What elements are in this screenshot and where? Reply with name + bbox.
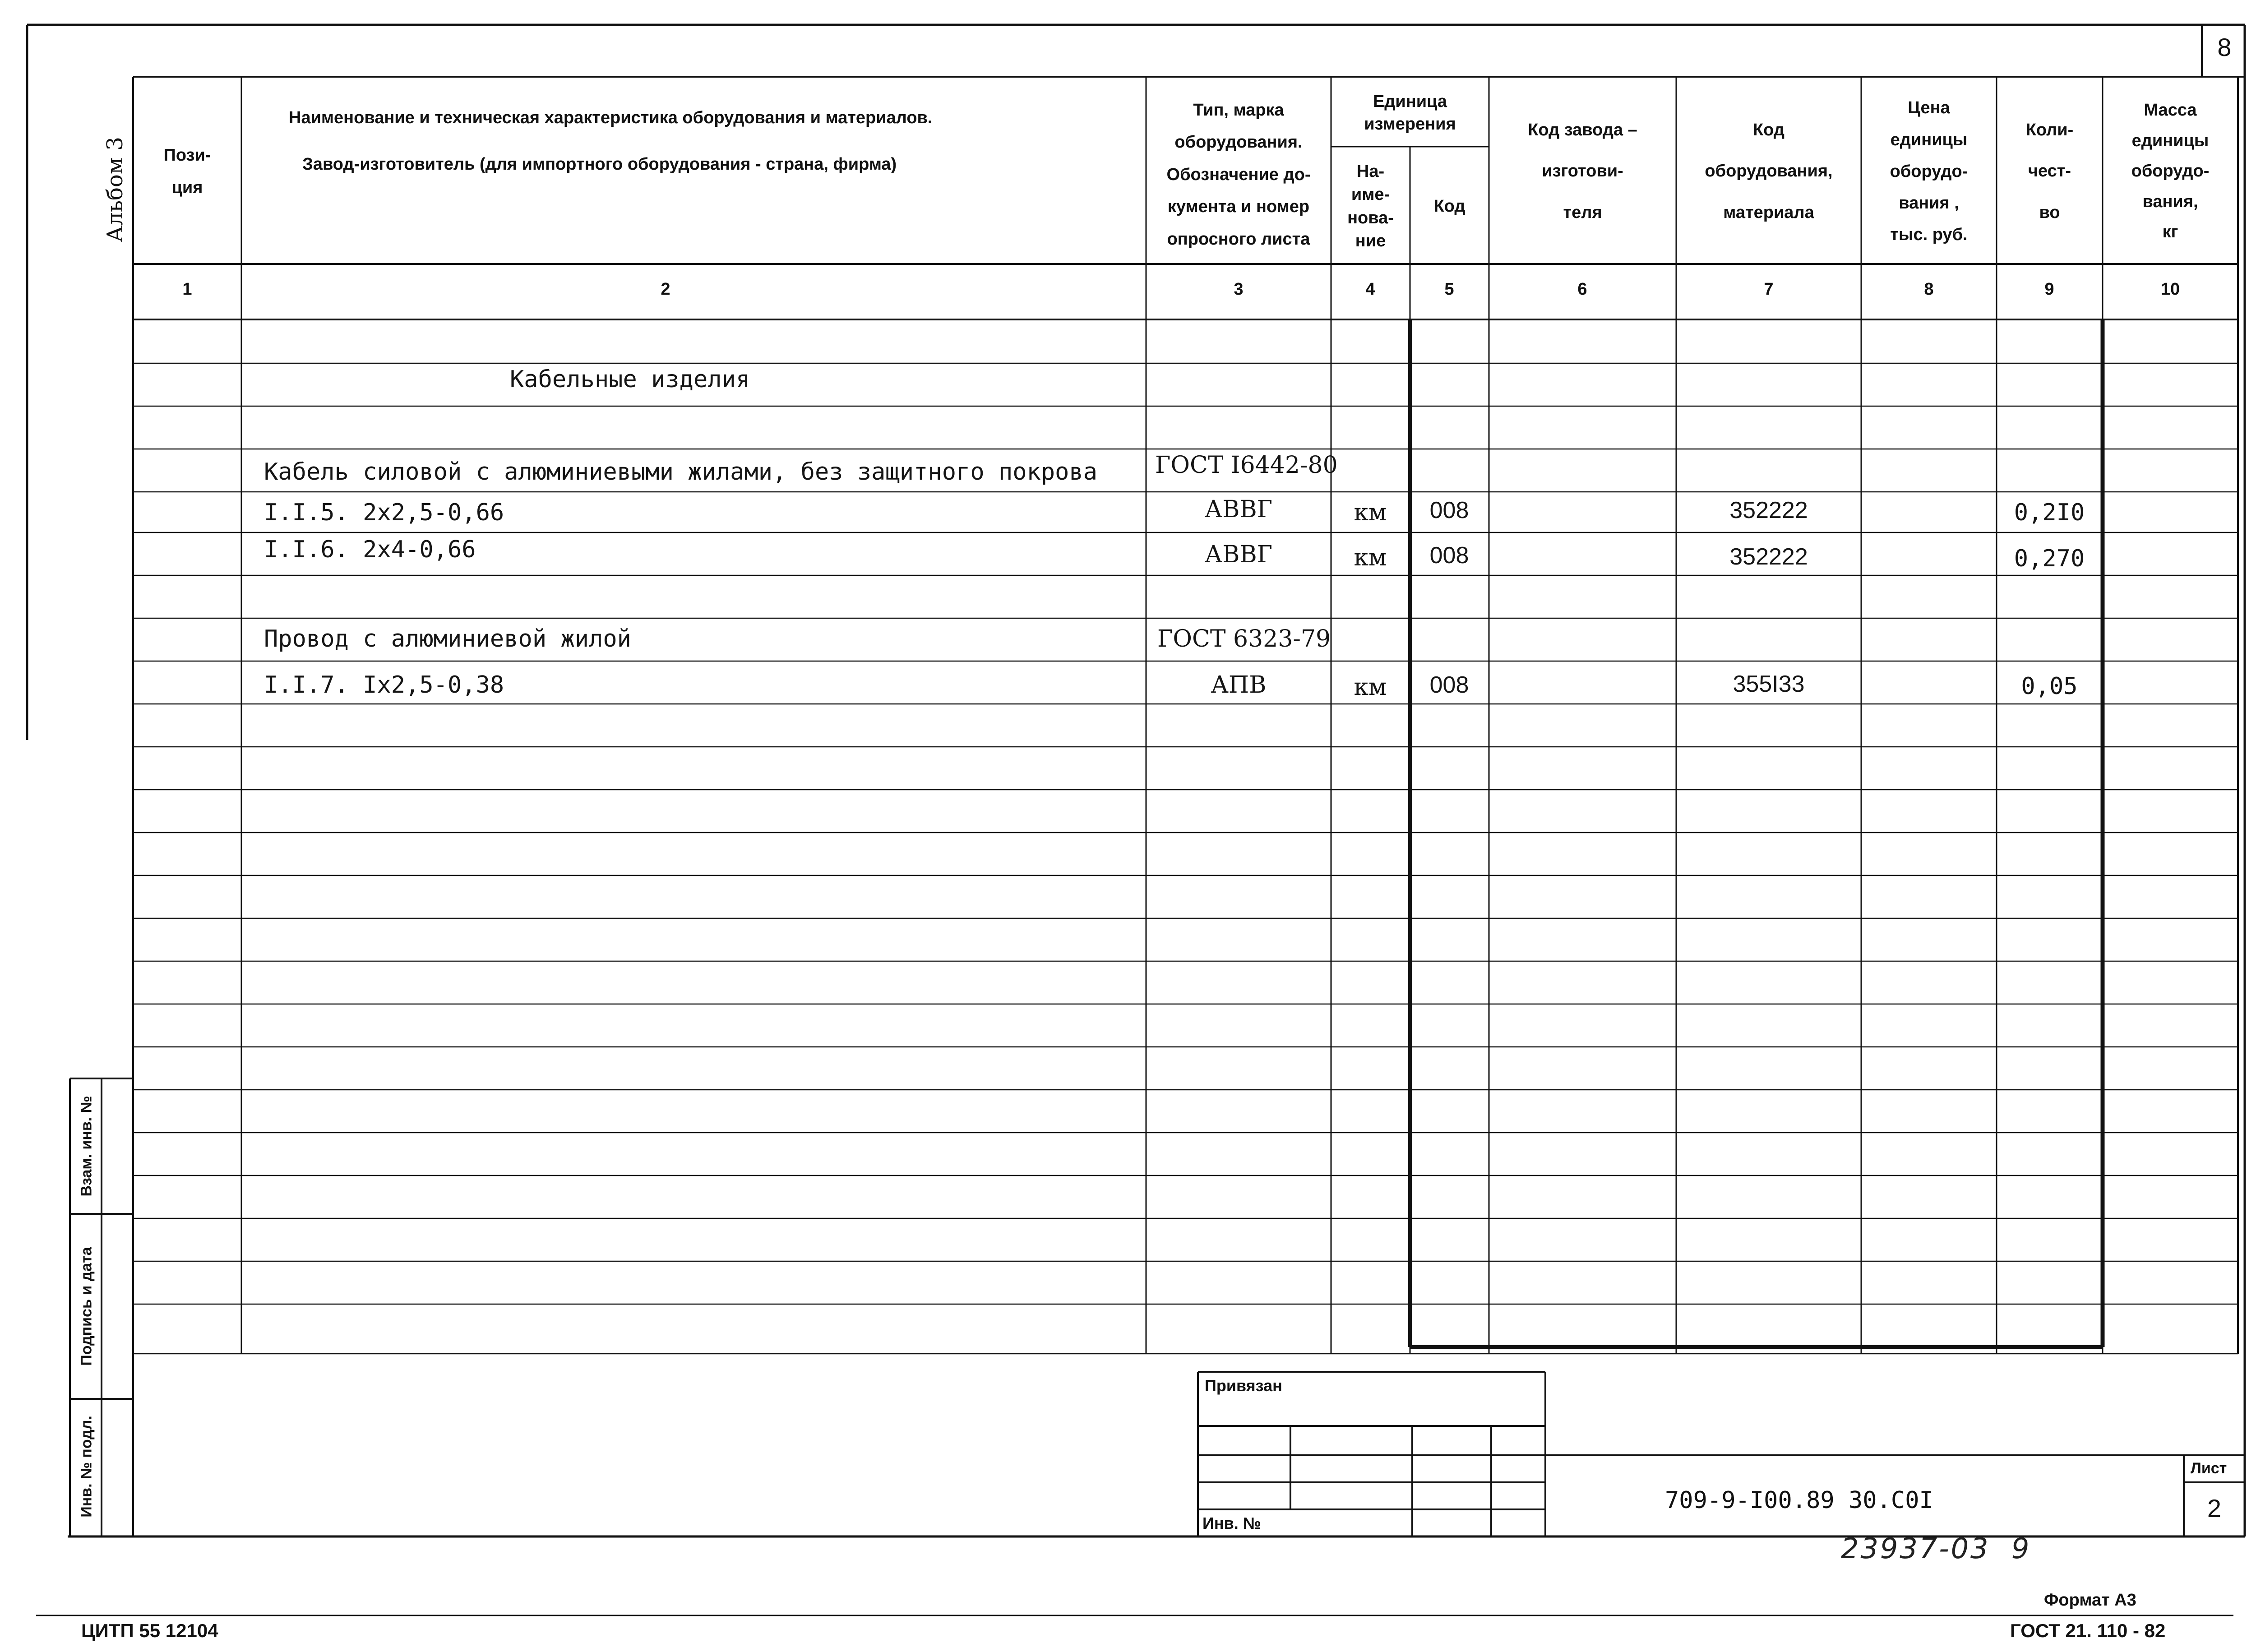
column-number-1: 1 — [182, 280, 192, 299]
row-117-equip: 355I33 — [1733, 671, 1805, 697]
row-116-code: 008 — [1429, 542, 1469, 569]
column-number-10: 10 — [2160, 280, 2180, 299]
row-115-name: I.I.5. 2x2,5-0,66 — [264, 499, 504, 526]
sign-date-label: Подпись и дата — [78, 1247, 95, 1366]
column-number-3: 3 — [1234, 280, 1244, 299]
inv-no-orig-label: Инв. № подл. — [78, 1416, 95, 1518]
column-number-2: 2 — [661, 280, 670, 299]
list-label: Лист — [2191, 1460, 2227, 1477]
header-equip-code: Код оборудования, материала — [1705, 120, 1833, 222]
row-cable-type: ГОСТ I6442-80 — [1155, 452, 1338, 479]
header-unit-code: Код — [1433, 197, 1465, 216]
row-117-unit: км — [1354, 674, 1387, 701]
stamp-attached-label: Привязан — [1205, 1376, 1282, 1395]
stamp-inv-no-label: Инв. № — [1202, 1514, 1261, 1532]
row-116-qty: 0,270 — [2014, 545, 2085, 572]
row-wire-type: ГОСТ 6323-79 — [1157, 625, 1331, 652]
header-name-line2: Завод-изготовитель (для импортного оборудования - страна, фирма) — [302, 155, 897, 174]
header-unit-group: Единица измерения — [1364, 92, 1456, 134]
row-115-code: 008 — [1429, 497, 1469, 523]
handwritten-number: 23937-03 9 — [1841, 1532, 2031, 1565]
header-unit-name: На- име- нова- ние — [1347, 162, 1394, 250]
column-number-5: 5 — [1444, 280, 1454, 299]
section-title-cables: Кабельные изделия — [510, 366, 750, 393]
album-label: Альбом 3 — [102, 137, 128, 242]
row-117-qty: 0,05 — [2021, 673, 2078, 700]
row-cable-name: Кабель силовой с алюминиевыми жилами, без защитного покрова — [264, 458, 1098, 486]
header-mass: Масса единицы оборудо- вания, кг — [2131, 100, 2210, 242]
row-115-unit: км — [1354, 499, 1387, 526]
footer-gost: ГОСТ 21. 110 - 82 — [2010, 1620, 2166, 1641]
header-position: Пози- ция — [163, 145, 211, 197]
row-117-name: I.I.7. Ix2,5-0,38 — [264, 671, 504, 699]
document-code: 709-9-I00.89 30.C0I — [1665, 1487, 1933, 1514]
header-price: Цена единицы оборудо- вания , тыс. руб. — [1890, 98, 1968, 245]
header-factory-code: Код завода – изготови- теля — [1528, 120, 1637, 222]
row-116-unit: км — [1354, 544, 1387, 571]
sheet-number: 8 — [2217, 33, 2232, 61]
header-name — [253, 108, 1137, 174]
column-number-7: 7 — [1764, 280, 1774, 299]
header-type: Тип, марка оборудования. Обозначение до- кумента и номер опросного листа — [1166, 100, 1311, 249]
row-116-equip: 352222 — [1729, 544, 1808, 570]
list-number: 2 — [2207, 1494, 2222, 1522]
inv-no-label: Взам. инв. № — [78, 1096, 95, 1197]
header-qty: Коли- чест- во — [2025, 120, 2074, 222]
column-number-6: 6 — [1577, 280, 1587, 299]
row-117-type: АПВ — [1211, 671, 1267, 699]
column-number-4: 4 — [1365, 280, 1375, 299]
header-name-line1: Наименование и техническая характеристика оборудования и материалов. — [289, 108, 933, 127]
column-number-8: 8 — [1924, 280, 1934, 299]
row-115-equip: 352222 — [1729, 497, 1808, 523]
footer-left-code: ЦИТП 55 12104 — [81, 1620, 218, 1641]
row-116-type: АВВГ — [1204, 541, 1273, 568]
format-label: Формат А3 — [2044, 1591, 2136, 1610]
row-117-code: 008 — [1429, 672, 1469, 698]
column-number-9: 9 — [2044, 280, 2054, 299]
row-115-qty: 0,2I0 — [2014, 499, 2085, 526]
row-wire-name: Провод с алюминиевой жилой — [264, 625, 631, 652]
row-116-name: I.I.6. 2x4-0,66 — [264, 536, 476, 563]
row-115-type: АВВГ — [1204, 496, 1273, 523]
